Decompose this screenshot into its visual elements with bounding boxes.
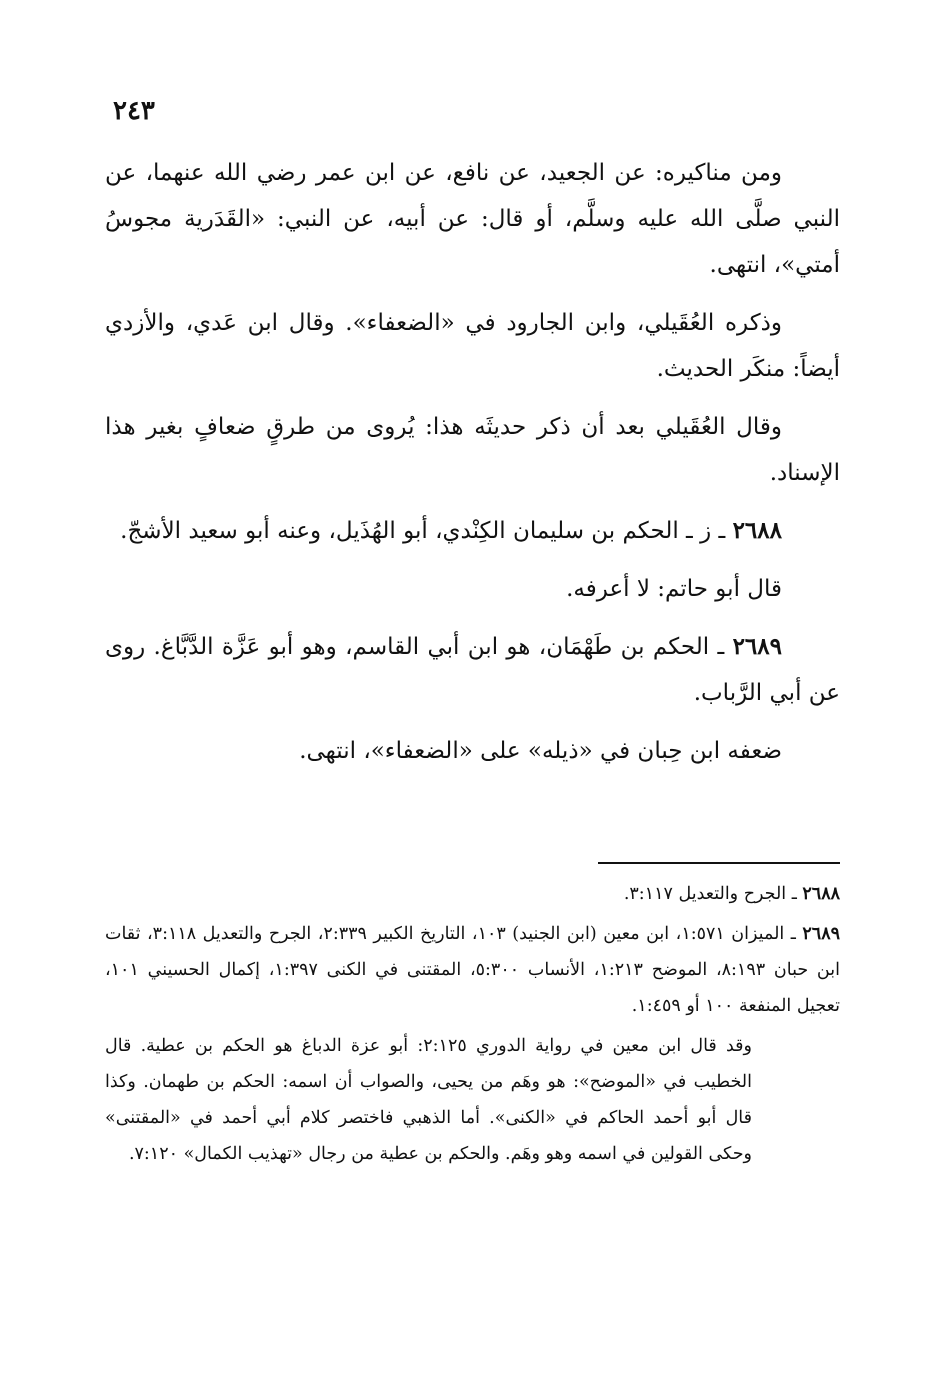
footnote-number: ٢٦٨٩ — [802, 924, 840, 944]
entry-number: ٢٦٨٩ — [732, 633, 782, 660]
footnote-number: ٢٦٨٨ — [802, 884, 840, 904]
paragraph: ضعفه ابن حِبان في «ذيله» على «الضعفاء»، انتهى. — [299, 738, 782, 764]
entry-2689 — [105, 624, 840, 716]
footnote-2688 — [105, 876, 840, 912]
footnote-divider — [598, 862, 840, 864]
footnote-2689 — [105, 916, 840, 1024]
paragraph: وذكره العُقَيلي، وابن الجارود في «الضعفاء». وقال ابن عَدي، والأزدي أيضاً: منكَر الحديث. — [105, 310, 840, 382]
footnote-text: ـ الميزان ١:٥٧١، ابن معين (ابن الجنيد) ١٠٣، التاريخ الكبير ٢:٣٣٩، الجرح والتعديل ٣:١١٨، ثقات ابن حبان ٨:١٩٣، الموضح ١:٢١٣، الأنساب ٥:٣٠٠، المقتنى في الكنى ١:٣٩٧، إكمال الحسيني ١٠١، تعجيل المنفعة ١٠٠ أو ١:٤٥٩. — [105, 924, 840, 1016]
paragraph: وقال العُقَيلي بعد أن ذكر حديثَه هذا: يُروى من طرقٍ ضعافٍ بغير هذا الإسناد. — [105, 414, 840, 486]
paragraph: قال أبو حاتم: لا أعرفه. — [566, 576, 782, 602]
footnote-note: وقد قال ابن معين في رواية الدوري ٢:١٢٥: أبو عزة الدباغ هو الحكم بن عطية. قال الخطيب في «الموضح»: هو وهَم من يحيى، والصواب أن اسمه: الحكم بن طهمان. وكذا قال أبو أحمد الحاكم في «الكنى». أما الذهبي فاختصر كلام أبي أحمد في «المقتنى» وحكى القولين في اسمه وهو وهَم. والحكم بن عطية من رجال «تهذيب الكمال» ٧:١٢٠. — [105, 1036, 752, 1164]
main-text — [105, 150, 840, 786]
paragraph: ومن مناكيره: عن الجعيد، عن نافع، عن ابن عمر رضي الله عنهما، عن النبي صلَّى الله عليه وسلَّم، أو قال: عن أبيه، عن النبي: «القَدَرية مجوسُ أمتي»، انتهى. — [105, 160, 840, 278]
footnote-text: ـ الجرح والتعديل ٣:١١٧. — [623, 884, 803, 904]
page-number: ٢٤٣ — [113, 96, 155, 126]
entry-number: ٢٦٨٨ — [732, 517, 782, 544]
entry-2688 — [105, 508, 840, 554]
footnotes — [105, 876, 840, 1172]
entry-text: ـ الحكم بن طَهْمَان، هو ابن أبي القاسم، وهو أبو عَزَّة الدَّبَّاغ. روى عن أبي الرَّباب. — [105, 634, 840, 706]
entry-text: ـ ز ـ الحكم بن سليمان الكِنْدي، أبو الهُذَيل، وعنه أبو سعيد الأشجّ. — [120, 518, 733, 544]
